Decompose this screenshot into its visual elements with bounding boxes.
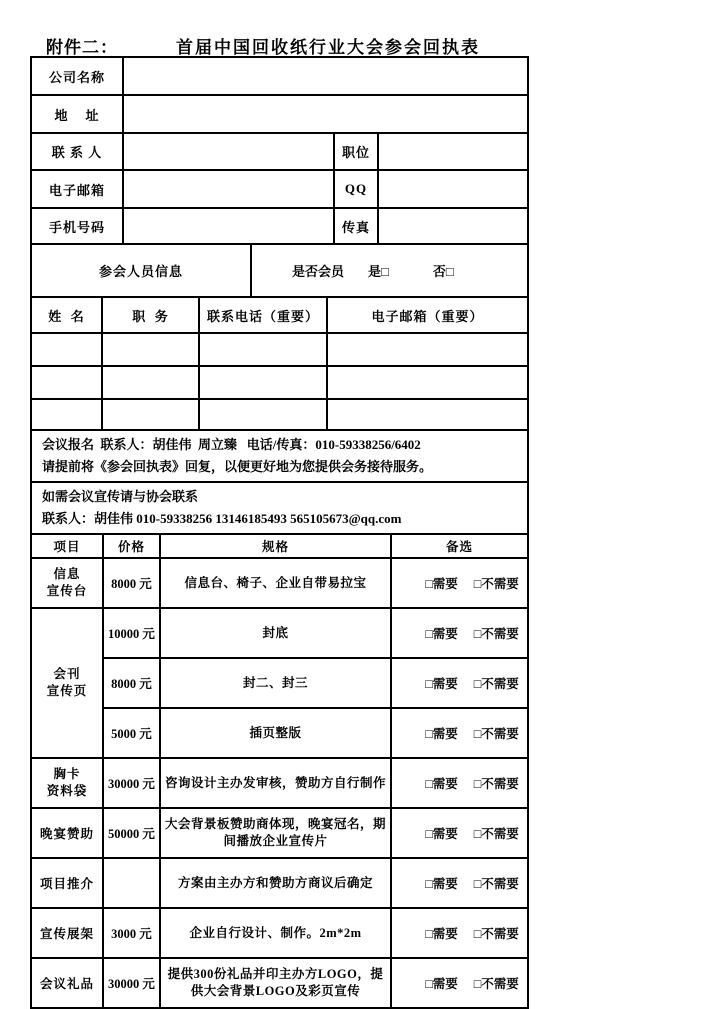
- choice-cell: [391, 558, 528, 608]
- option-row-banquet-sponsor: [31, 808, 528, 858]
- options-table: [30, 533, 529, 1009]
- item-column-header: 项目: [31, 534, 103, 558]
- publicity-note-cell: [31, 482, 528, 534]
- fax-input[interactable]: [378, 208, 528, 244]
- price-value: 50000 元: [103, 808, 160, 858]
- spec-text: 封底: [160, 608, 391, 658]
- participants-header-row: [31, 297, 528, 333]
- spec-text: 信息台、椅子、企业自带易拉宝: [160, 558, 391, 608]
- participant-phone-input[interactable]: [199, 366, 327, 399]
- not-need-checkbox[interactable]: □不需要: [473, 777, 519, 791]
- participant-title-input[interactable]: [102, 366, 199, 399]
- price-value: 8000 元: [103, 658, 160, 708]
- qq-label: QQ: [334, 170, 378, 208]
- participant-title-input[interactable]: [102, 399, 199, 430]
- registration-note-cell: [31, 430, 528, 482]
- company-info-table: [30, 56, 529, 245]
- company-name-label: 公司名称: [31, 57, 123, 95]
- price-value: 10000 元: [103, 608, 160, 658]
- option-row-badge-bag: [31, 758, 528, 808]
- address-input[interactable]: [123, 95, 528, 133]
- participant-email-input[interactable]: [327, 333, 528, 366]
- attachment-label: 附件二：: [46, 38, 118, 57]
- registration-note-row: [31, 430, 528, 482]
- not-need-checkbox[interactable]: □不需要: [473, 877, 519, 891]
- spec-text: 插页整版: [160, 708, 391, 758]
- option-row-display-stand: [31, 908, 528, 958]
- need-checkbox[interactable]: □需要: [425, 677, 458, 691]
- member-question-label: 是否会员: [292, 264, 345, 279]
- mobile-label: 手机号码: [31, 208, 123, 244]
- position-label: 职位: [334, 133, 378, 170]
- publicity-contact-line: 联系人：胡佳伟 010-59338256 13146185493 565105673@qq.com: [42, 511, 402, 526]
- participant-phone-input[interactable]: [199, 399, 327, 430]
- participant-email-input[interactable]: [327, 366, 528, 399]
- need-checkbox[interactable]: □需要: [425, 877, 458, 891]
- member-yes-checkbox[interactable]: 是□: [368, 264, 389, 279]
- email-column-header: 电子邮箱（重要）: [327, 297, 528, 333]
- need-checkbox[interactable]: □需要: [425, 577, 458, 591]
- item-label: 晚宴赞助: [31, 808, 103, 858]
- phone-column-header: 联系电话（重要）: [199, 297, 327, 333]
- document-header: [30, 15, 527, 57]
- choice-cell: [391, 808, 528, 858]
- price-value: [103, 858, 160, 908]
- contact-person-label: 联 系 人: [31, 133, 123, 170]
- participant-name-input[interactable]: [31, 366, 102, 399]
- spec-text: 企业自行设计、制作。2m*2m: [160, 908, 391, 958]
- options-header-row: [31, 534, 528, 558]
- spec-text: 提供300份礼品并印主办方LOGO，提供大会背景LOGO及彩页宣传: [160, 958, 391, 1008]
- not-need-checkbox[interactable]: □不需要: [473, 577, 519, 591]
- choice-cell: [391, 758, 528, 808]
- not-need-checkbox[interactable]: □不需要: [473, 677, 519, 691]
- need-checkbox[interactable]: □需要: [425, 727, 458, 741]
- mobile-input[interactable]: [123, 208, 334, 244]
- price-value: 3000 元: [103, 908, 160, 958]
- option-row-info-booth: [31, 558, 528, 608]
- participant-phone-input[interactable]: [199, 333, 327, 366]
- need-checkbox[interactable]: □需要: [425, 977, 458, 991]
- address-label: 地 址: [31, 95, 123, 133]
- participant-name-input[interactable]: [31, 333, 102, 366]
- choice-cell: [391, 858, 528, 908]
- option-row-journal-inside-covers: [31, 658, 528, 708]
- participant-row: [31, 333, 528, 366]
- option-row-conference-gifts: [31, 958, 528, 1008]
- need-checkbox[interactable]: □需要: [425, 777, 458, 791]
- price-column-header: 价格: [103, 534, 160, 558]
- not-need-checkbox[interactable]: □不需要: [473, 977, 519, 991]
- item-label: 宣传展架: [31, 908, 103, 958]
- name-column-header: 姓 名: [31, 297, 102, 333]
- participant-row: [31, 366, 528, 399]
- need-checkbox[interactable]: □需要: [425, 627, 458, 641]
- choice-column-header: 备选: [391, 534, 528, 558]
- email-row: [31, 170, 528, 208]
- membership-cell: [251, 244, 528, 297]
- choice-cell: [391, 658, 528, 708]
- choice-cell: [391, 708, 528, 758]
- notes-table: [30, 429, 529, 535]
- choice-cell: [391, 908, 528, 958]
- registration-instruction-line: 请提前将《参会回执表》回复，以便更好地为您提供会务接待服务。: [42, 459, 433, 474]
- participant-name-input[interactable]: [31, 399, 102, 430]
- item-label: 会刊 宣传页: [31, 608, 103, 758]
- choice-cell: [391, 958, 528, 1008]
- not-need-checkbox[interactable]: □不需要: [473, 827, 519, 841]
- spec-text: 大会背景板赞助商体现，晚宴冠名，期间播放企业宣传片: [160, 808, 391, 858]
- participants-info-label: 参会人员信息: [31, 244, 251, 297]
- email-input[interactable]: [123, 170, 334, 208]
- price-value: 5000 元: [103, 708, 160, 758]
- need-checkbox[interactable]: □需要: [425, 927, 458, 941]
- mobile-row: [31, 208, 528, 244]
- member-no-checkbox[interactable]: 否□: [432, 264, 454, 279]
- need-checkbox[interactable]: □需要: [425, 827, 458, 841]
- item-label: 项目推介: [31, 858, 103, 908]
- participants-table: [30, 296, 529, 431]
- participant-row: [31, 399, 528, 430]
- spec-text: 方案由主办方和赞助方商议后确定: [160, 858, 391, 908]
- price-value: 30000 元: [103, 958, 160, 1008]
- contact-row: [31, 133, 528, 170]
- spec-text: 封二、封三: [160, 658, 391, 708]
- registration-contact-line: 会议报名 联系人：胡佳伟 周立臻 电话/传真：010-59338256/6402: [42, 437, 421, 452]
- not-need-checkbox[interactable]: □不需要: [473, 627, 519, 641]
- price-value: 30000 元: [103, 758, 160, 808]
- spec-text: 咨询设计主办发审核，赞助方自行制作: [160, 758, 391, 808]
- participant-title-input[interactable]: [102, 333, 199, 366]
- publicity-note-row: [31, 482, 528, 534]
- option-row-journal-insert: [31, 708, 528, 758]
- price-value: 8000 元: [103, 558, 160, 608]
- not-need-checkbox[interactable]: □不需要: [473, 727, 519, 741]
- option-row-journal-back-cover: [31, 608, 528, 658]
- page-title: 首届中国回收纸行业大会参会回执表: [176, 38, 480, 57]
- fax-label: 传真: [334, 208, 378, 244]
- membership-table: [30, 243, 529, 298]
- membership-row: [31, 244, 528, 297]
- company-name-row: [31, 57, 528, 95]
- choice-cell: [391, 608, 528, 658]
- qq-input[interactable]: [378, 170, 528, 208]
- position-input[interactable]: [378, 133, 528, 170]
- option-row-project-promotion: [31, 858, 528, 908]
- item-label: 信息 宣传台: [31, 558, 103, 608]
- company-name-input[interactable]: [123, 57, 528, 95]
- not-need-checkbox[interactable]: □不需要: [473, 927, 519, 941]
- email-label: 电子邮箱: [31, 170, 123, 208]
- participant-email-input[interactable]: [327, 399, 528, 430]
- publicity-title-line: 如需会议宣传请与协会联系: [42, 489, 199, 504]
- address-row: [31, 95, 528, 133]
- title-column-header: 职 务: [102, 297, 199, 333]
- spec-column-header: 规格: [160, 534, 391, 558]
- item-label: 会议礼品: [31, 958, 103, 1008]
- contact-person-input[interactable]: [123, 133, 334, 170]
- item-label: 胸卡 资料袋: [31, 758, 103, 808]
